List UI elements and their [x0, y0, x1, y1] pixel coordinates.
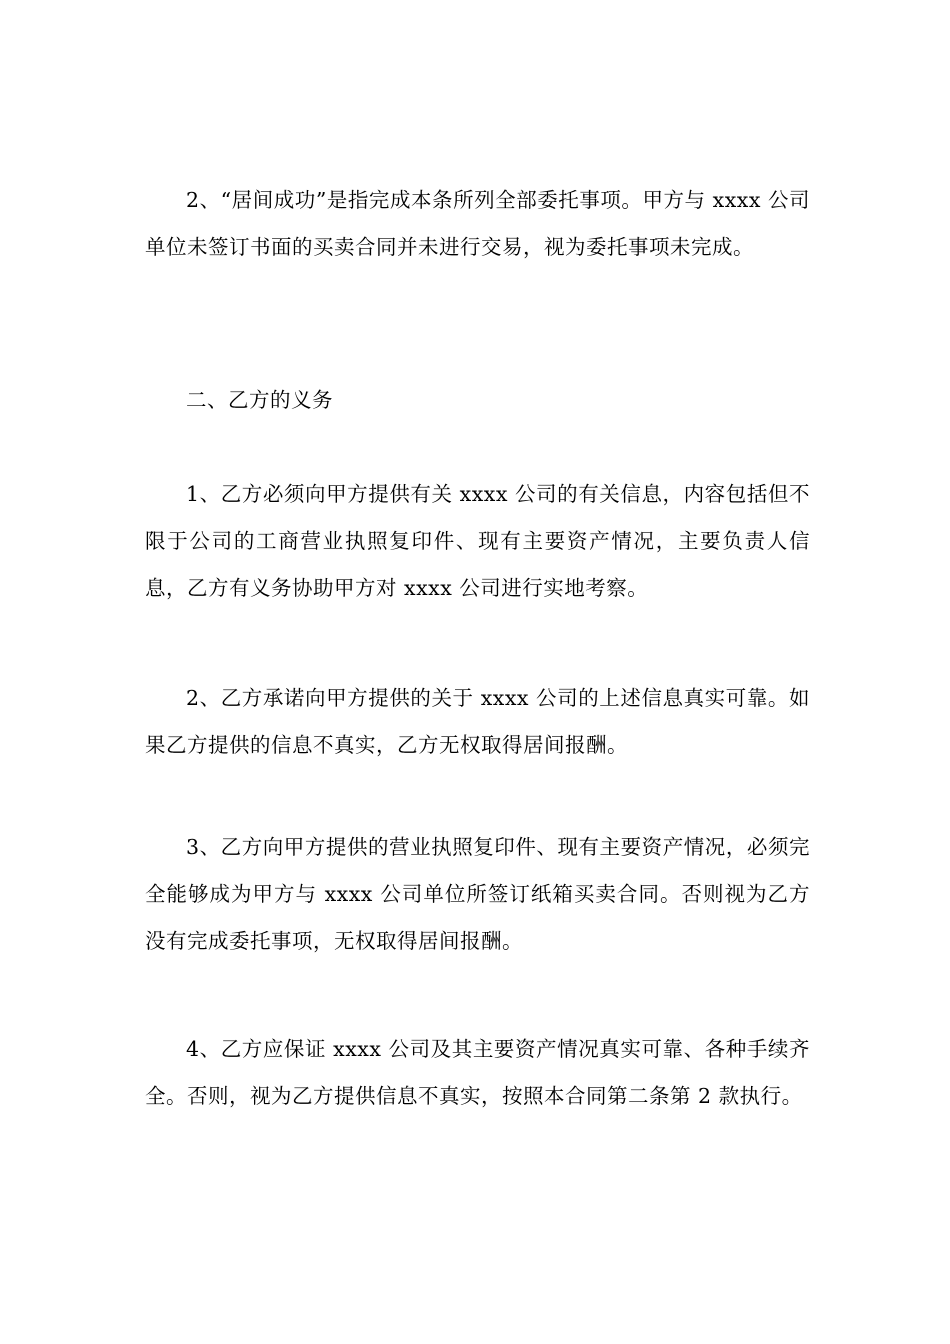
paragraph-obligation-3: 3、乙方向甲方提供的营业执照复印件、现有主要资产情况，必须完全能够成为甲方与 xxxx 公司单位所签订纸箱买卖合同。否则视为乙方没有完成委托事项，无权取得居间报酬。	[145, 835, 810, 953]
paragraph-clause-2-success-definition: 2、“居间成功”是指完成本条所列全部委托事项。甲方与 xxxx 公司单位未签订书面的买卖合同并未进行交易，视为委托事项未完成。	[145, 188, 810, 259]
section-heading-party-b-obligations: 二、乙方的义务	[186, 388, 333, 412]
paragraph-obligation-4: 4、乙方应保证 xxxx 公司及其主要资产情况真实可靠、各种手续齐全。否则，视为乙方提供信息不真实，按照本合同第二条第 2 款执行。	[145, 1037, 810, 1108]
paragraph-obligation-1: 1、乙方必须向甲方提供有关 xxxx 公司的有关信息，内容包括但不限于公司的工商营业执照复印件、现有主要资产情况，主要负责人信息，乙方有义务协助甲方对 xxxx 公司进行实地考察。	[145, 482, 810, 600]
paragraph-obligation-2: 2、乙方承诺向甲方提供的关于 xxxx 公司的上述信息真实可靠。如果乙方提供的信息不真实，乙方无权取得居间报酬。	[145, 686, 810, 757]
